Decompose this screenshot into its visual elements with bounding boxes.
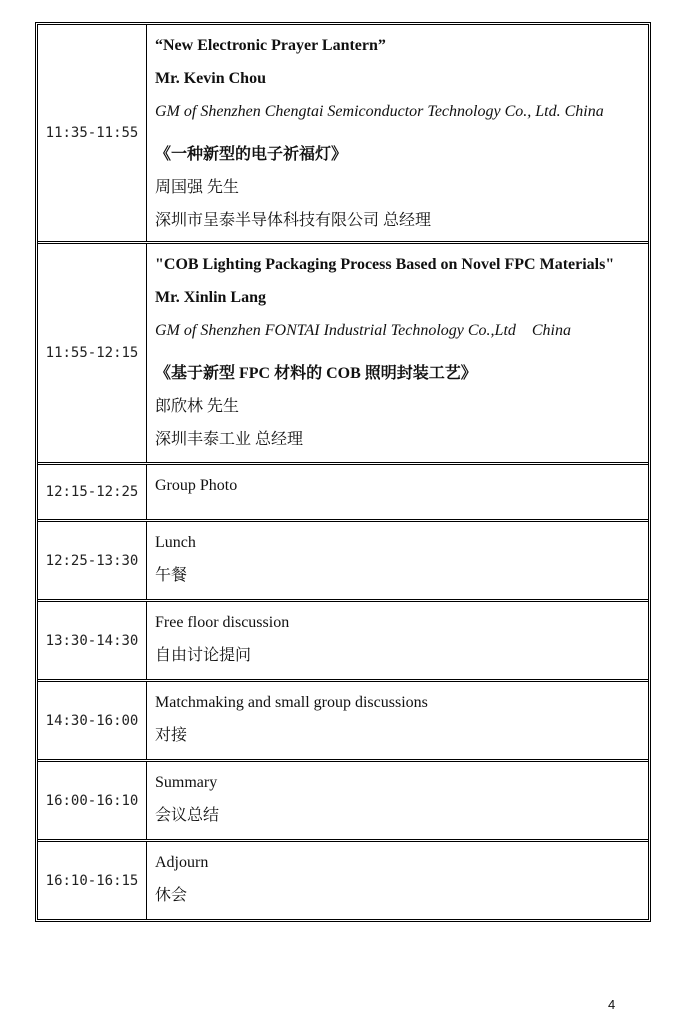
speaker-affiliation: GM of Shenzhen FONTAI Industrial Technology Co.,Ltd China	[155, 322, 571, 339]
agenda-row	[38, 244, 648, 465]
session-title: Free floor discussion	[155, 614, 290, 631]
time-slot: 14:30-16:00	[38, 682, 147, 759]
speaker-name-zh: 郎欣林 先生	[155, 398, 240, 415]
talk-title-zh: 《一种新型的电子祈福灯》	[155, 146, 348, 163]
time-slot: 16:10-16:15	[38, 842, 147, 919]
agenda-row	[38, 842, 648, 919]
session-details	[147, 244, 648, 462]
session-title: Lunch	[155, 534, 196, 551]
session-title: Matchmaking and small group discussions	[155, 694, 428, 711]
time-slot: 16:00-16:10	[38, 762, 147, 839]
session-details	[147, 465, 648, 519]
session-title-zh: 自由讨论提问	[155, 647, 252, 664]
session-details	[147, 842, 648, 919]
speaker-affiliation-zh: 深圳市呈泰半导体科技有限公司 总经理	[155, 212, 432, 229]
session-title-zh: 会议总结	[155, 807, 220, 824]
session-title: Adjourn	[155, 854, 209, 871]
session-details	[147, 25, 648, 241]
speaker-affiliation: GM of Shenzhen Chengtai Semiconductor Technology Co., Ltd. China	[155, 103, 604, 120]
session-details	[147, 522, 648, 599]
time-slot: 12:15-12:25	[38, 465, 147, 519]
agenda-row	[38, 522, 648, 602]
session-details	[147, 682, 648, 759]
page-number: 4	[608, 997, 616, 1012]
agenda-row	[38, 682, 648, 762]
session-details	[147, 602, 648, 679]
talk-title: "COB Lighting Packaging Process Based on Novel FPC Materials"	[155, 256, 615, 273]
agenda-row	[38, 25, 648, 244]
session-title-zh: 午餐	[155, 567, 188, 584]
session-title-zh: 对接	[155, 727, 188, 744]
time-slot: 11:55-12:15	[38, 244, 147, 462]
speaker-name: Mr. Kevin Chou	[155, 70, 266, 87]
speaker-name-zh: 周国强 先生	[155, 179, 240, 196]
talk-title-zh: 《基于新型 FPC 材料的 COB 照明封装工艺》	[155, 365, 477, 382]
session-title-zh: 休会	[155, 887, 188, 904]
speaker-affiliation-zh: 深圳丰泰工业 总经理	[155, 431, 304, 448]
time-slot: 12:25-13:30	[38, 522, 147, 599]
talk-title: “New Electronic Prayer Lantern”	[155, 37, 386, 54]
agenda-row	[38, 602, 648, 682]
session-details	[147, 762, 648, 839]
speaker-name: Mr. Xinlin Lang	[155, 289, 266, 306]
agenda-row	[38, 762, 648, 842]
time-slot: 13:30-14:30	[38, 602, 147, 679]
agenda-row	[38, 465, 648, 522]
agenda-table	[35, 22, 651, 922]
session-title: Summary	[155, 774, 218, 791]
session-title: Group Photo	[155, 477, 238, 494]
time-slot: 11:35-11:55	[38, 25, 147, 241]
